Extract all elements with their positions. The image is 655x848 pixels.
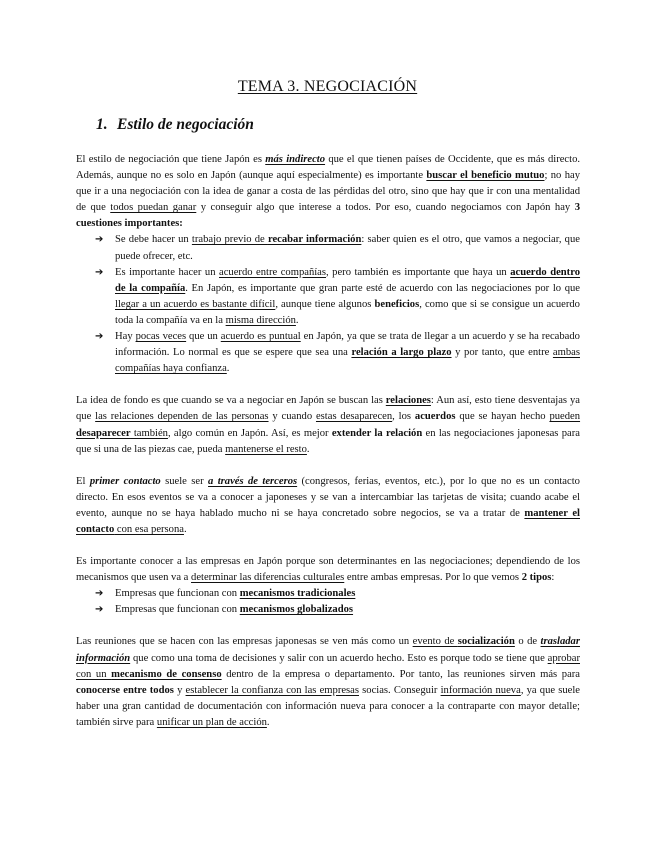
paragraph-relations: La idea de fondo es que cuando se va a negociar en Japón se buscan las relaciones: Aun así, esto tiene desventajas ya que las relaciones dependen de las personas y cuando estas desaparecen, los acuerdos que se hayan hecho pueden desaparecer también, algo común en Japón. Así, es mejor extender la relación en las negociaciones japonesas para que si una de las piezas cae, pueda mantenerse el resto. <box>76 395 581 455</box>
list-item: ➔ Hay pocas veces que un acuerdo es puntual en Japón, ya que se trata de llegar a un acuerdo y se ha recabado información. Lo normal es que se espere que sea una relación a largo plazo y por tanto, que entre ambas compañías haya confianza. <box>95 331 580 375</box>
arrow-icon: ➔ <box>95 266 104 278</box>
paragraph-company-types: Es importante conocer a las empresas en Japón porque son determinantes en las negociaciones; dependiendo de los mecanismos que usen va a determinar las diferencias culturales entre ambas empresas. Por lo que vemos 2 tipos: <box>76 556 580 584</box>
emphasis: todos puedan ganar <box>110 202 197 214</box>
list-item: ➔ Empresas que funcionan con mecanismos tradicionales <box>76 586 580 602</box>
arrow-icon: ➔ <box>95 234 104 246</box>
arrow-icon: ➔ <box>95 588 104 600</box>
section-heading <box>96 116 254 134</box>
page-title: TEMA 3. NEGOCIACIÓN <box>237 78 418 95</box>
arrow-icon: ➔ <box>95 604 104 616</box>
paragraph-first-contact: El primer contacto suele ser a través de terceros (congresos, ferias, eventos, etc.), por lo que no es un contacto directo. En esos eventos se va a conocer a japoneses y se van a intercambiar las tarjetas de visita; cuando acabe el evento, aunque no se haya hablado mucho ni se haya concretado sobre negocios, se va a tratar de mantener el contacto con esa persona. <box>76 475 580 535</box>
arrow-list-company-types <box>76 586 580 618</box>
paragraph-meetings: Las reuniones que se hacen con las empresas japonesas se ven más como un evento de socialización o de trasladar información que como una toma de decisiones y salir con un acuerdo hecho. Esto es porque todo se tiene que aprobar con un mecanismo de consenso dentro de la empresa o departamento. Por tanto, las reuniones sirven más para conocerse entre todos y establecer la confianza con las empresas socias. Conseguir información nueva, ya que suele haber una gran cantidad de documentación con información nueva para conocer a la contraparte con mayor detalle; también sirve para unificar un plan de acción. <box>76 636 581 728</box>
list-item: ➔ Es importante hacer un acuerdo entre compañías, pero también es importante que haya un acuerdo dentro de la compañía. En Japón, es importante que gran parte esté de acuerdo con las negociaciones por lo que llegar a un acuerdo es bastante difícil, aunque tiene algunos beneficios, como que si se consigue un acuerdo toda la compañía va en la misma dirección. <box>95 266 581 326</box>
document-body <box>76 152 580 747</box>
emphasis: más indirecto <box>265 154 326 165</box>
list-item: ➔ Se debe hacer un trabajo previo de recabar información: saber quien es el otro, que vamos a negociar, que puede ofrecer, etc. <box>95 234 580 262</box>
arrow-list-issues <box>76 232 580 377</box>
paragraph-negotiation-style: El estilo de negociación que tiene Japón es más indirecto que el que tienen países de Occidente, que es más directo. Además, aunque no es solo en Japón (aunque aquí especialmente) es importante buscar el beneficio mutuo; no hay que ir a una negociación con la idea de ganar a costa de las pérdidas del otro, sino que hay que ir con una mentalidad de que todos puedan ganar y conseguir algo que interese a todos. Por eso, cuando negociamos con Japón hay 3 cuestiones importantes: <box>76 154 581 230</box>
section-title: Estilo de negociación <box>117 116 254 133</box>
emphasis: 3 cuestiones importantes: <box>76 202 580 230</box>
arrow-icon: ➔ <box>95 331 104 343</box>
section-number: 1. <box>96 116 108 133</box>
emphasis: buscar el beneficio mutuo <box>426 170 545 182</box>
list-item: ➔ Empresas que funcionan con mecanismos globalizados <box>76 602 580 618</box>
